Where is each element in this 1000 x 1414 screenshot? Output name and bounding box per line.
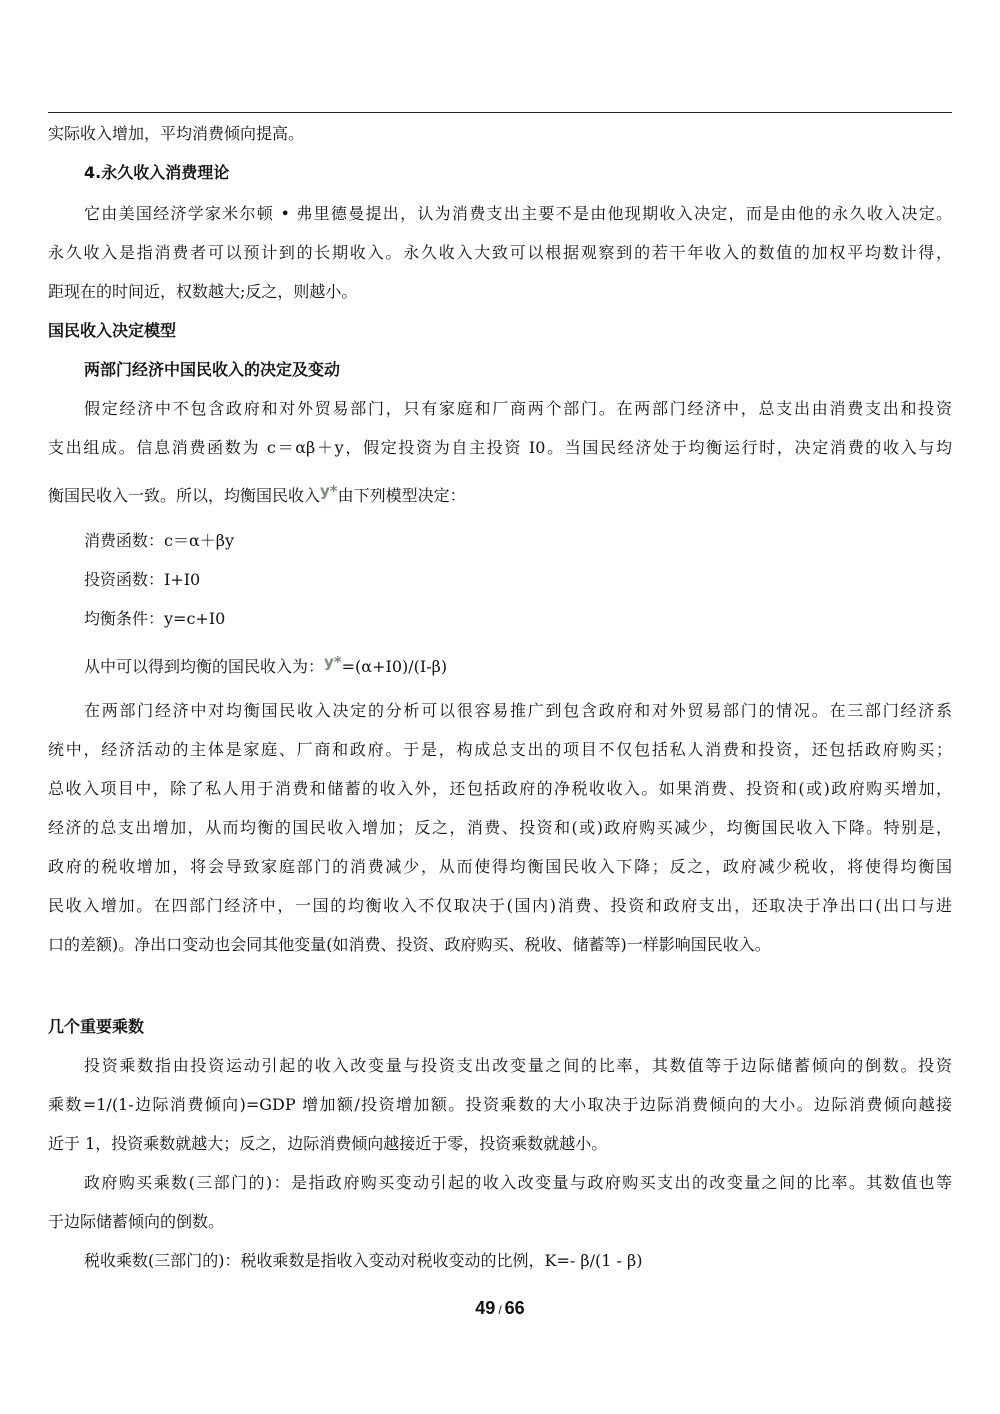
text-line: 永久收入是指消费者可以预计到的长期收入。永久收入大致可以根据观察到的若干年收入的数值的加权平均数计得， [48, 243, 952, 262]
text-line: 实际收入增加，平均消费倾向提高。 [48, 124, 305, 143]
text-line: 统中，经济活动的主体是家庭、厂商和政府。于是，构成总支出的项目不仅包括私人消费和投资，还包括政府购买； [48, 740, 952, 759]
formula-equilibrium-income [84, 653, 952, 677]
text-line: 政府购买乘数(三部门的)：是指政府购买变动引起的收入改变量与政府购买支出的改变量之间的比率。其数值也等 [84, 1173, 952, 1192]
text-line: 乘数=1/(1-边际消费倾向)=GDP 增加额/投资增加额。投资乘数的大小取决于边际消费倾向的大小。边际消费倾向越接 [48, 1095, 952, 1114]
text-line: 在两部门经济中对均衡国民收入决定的分析可以很容易推广到包含政府和对外贸易部门的情况。在三部门经济系 [84, 701, 952, 720]
page-current: 49 [475, 1298, 496, 1318]
text-segment: 从中可以得到均衡的国民收入为： [84, 657, 325, 676]
text-line: 假定经济中不包含政府和对外贸易部门，只有家庭和厂商两个部门。在两部门经济中，总支出由消费支出和投资 [84, 399, 952, 418]
text-line: 民收入增加。在四部门经济中，一国的均衡收入不仅取决于(国内)消费、投资和政府支出，还取决于净出口(出口与进 [48, 896, 952, 915]
formula-equilibrium-condition: 均衡条件：y=c+I0 [84, 609, 226, 628]
text-line: 政府的税收增加，将会导致家庭部门的消费减少，从而使得均衡国民收入下降；反之，政府减少税收，将使得均衡国 [48, 857, 952, 876]
page-total: 66 [504, 1298, 525, 1318]
text-line: 它由美国经济学家米尔顿 • 弗里德曼提出，认为消费支出主要不是由他现期收入决定，而是由他的永久收入决定。 [84, 204, 952, 223]
text-line [48, 482, 952, 506]
page-number [0, 1298, 1000, 1319]
header-rule [48, 112, 952, 113]
text-segment: 衡国民收入一致。所以，均衡国民收入 [48, 486, 321, 505]
text-segment: 由下列模型决定： [337, 486, 466, 505]
text-line: 支出组成。信息消费函数为 c＝αβ＋y，假定投资为自主投资 I0。当国民经济处于均衡运行时，决定消费的收入与均 [48, 438, 952, 457]
subsection-heading-two-sector: 两部门经济中国民收入的决定及变动 [84, 360, 341, 379]
text-line: 于边际储蓄倾向的倒数。 [48, 1212, 225, 1231]
section-heading-multipliers: 几个重要乘数 [48, 1017, 145, 1036]
text-line: 投资乘数指由投资运动引起的收入改变量与投资支出改变量之间的比率，其数值等于边际储蓄倾向的倒数。投资 [84, 1056, 952, 1075]
text-line: 口的差额)。净出口变动也会同其他变量(如消费、投资、政府购买、税收、储蓄等)一样影响国民收入。 [48, 935, 771, 954]
text-line: 税收乘数(三部门的)：税收乘数是指收入变动对税收变动的比例，K=- β/(1 - β) [84, 1251, 643, 1270]
section-heading-income-model: 国民收入决定模型 [48, 321, 177, 340]
section-heading-permanent-income: 4.永久收入消费理论 [84, 163, 230, 182]
equilibrium-income-symbol: y* [320, 482, 338, 500]
text-line: 距现在的时间近，权数越大;反之，则越小。 [48, 282, 358, 301]
text-line: 总收入项目中，除了私人用于消费和储蓄的收入外，还包括政府的净税收收入。如果消费、投资和(或)政府购买增加， [48, 779, 952, 798]
text-segment: =(α+I0)/(I-β) [341, 657, 448, 676]
text-line: 经济的总支出增加，从而均衡的国民收入增加；反之，消费、投资和(或)政府购买减少，均衡国民收入下降。特别是， [48, 818, 952, 837]
formula-investment-function: 投资函数：I+I0 [84, 570, 201, 589]
formula-consumption-function: 消费函数：c＝α＋βy [84, 531, 235, 550]
text-line: 近于 1，投资乘数就越大；反之，边际消费倾向越接近于零，投资乘数就越小。 [48, 1134, 608, 1153]
page-separator: / [498, 1303, 502, 1317]
equilibrium-income-symbol: y* [324, 653, 342, 671]
